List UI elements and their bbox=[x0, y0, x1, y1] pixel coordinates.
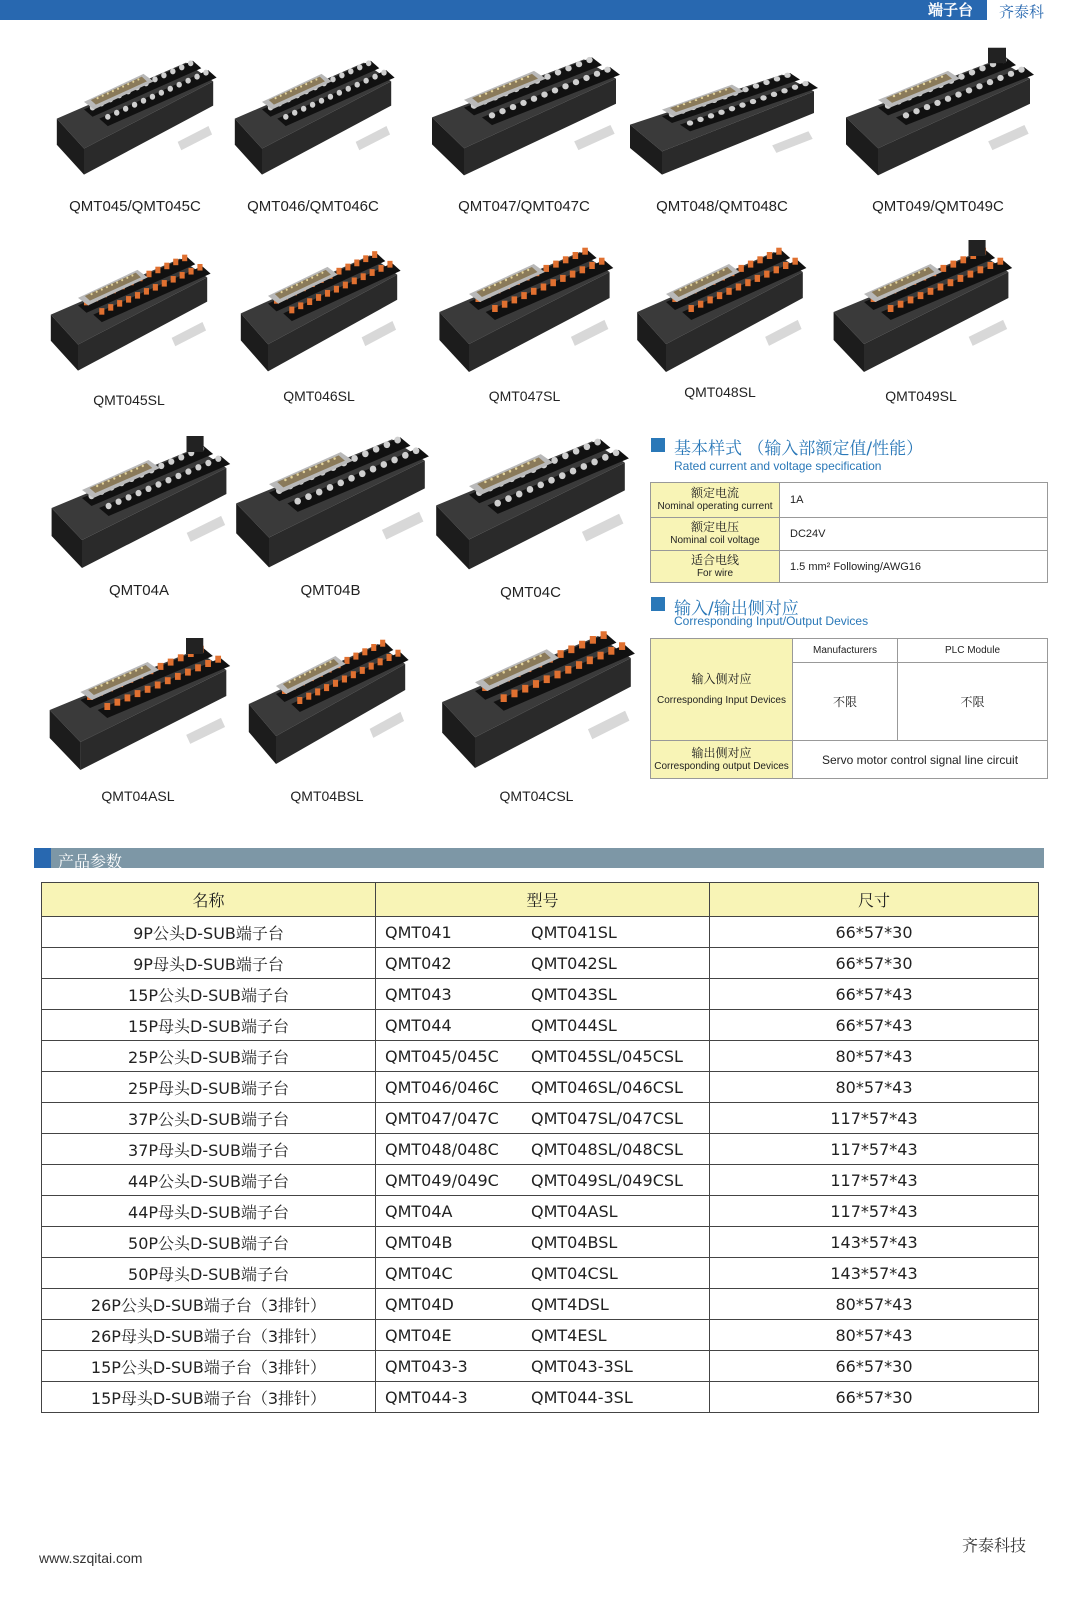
io-input-en: Corresponding Input Devices bbox=[657, 694, 786, 706]
table-row bbox=[42, 1165, 1039, 1196]
product-photo bbox=[838, 40, 1038, 189]
table-row bbox=[42, 1382, 1039, 1413]
spec-label-en: For wire bbox=[696, 567, 734, 579]
product-caption: QMT046SL bbox=[283, 388, 355, 404]
product-card bbox=[242, 624, 412, 808]
io-title: 输入/输出侧对应 bbox=[674, 599, 799, 619]
model-spring: QMT045SL/045CSL bbox=[531, 1046, 683, 1066]
params-header-size: 尺寸 bbox=[710, 883, 1039, 917]
params-header-model: 型号 bbox=[376, 883, 710, 917]
model-spring: QMT044-3SL bbox=[531, 1387, 633, 1407]
model-spring: QMT04ASL bbox=[531, 1201, 618, 1221]
website-link[interactable]: www.szqitai.com bbox=[39, 1550, 143, 1566]
product-caption: QMT04ASL bbox=[101, 788, 175, 804]
product-card bbox=[838, 40, 1038, 218]
model-spring: QMT042SL bbox=[531, 953, 617, 973]
product-card bbox=[228, 418, 433, 602]
product-size: 66*57*43 bbox=[710, 979, 1039, 1010]
product-card bbox=[424, 40, 624, 218]
table-row bbox=[42, 1351, 1039, 1382]
product-card bbox=[428, 420, 633, 604]
product-name: 15P公头D-SUB端子台 bbox=[42, 979, 376, 1010]
product-size: 117*57*43 bbox=[710, 1196, 1039, 1227]
product-size: 143*57*43 bbox=[710, 1227, 1039, 1258]
params-header-row bbox=[42, 883, 1039, 917]
product-card bbox=[44, 240, 214, 412]
spec-label-cn: 适合电线 bbox=[690, 552, 739, 567]
model-spring: QMT047SL/047CSL bbox=[531, 1108, 683, 1128]
product-caption: QMT04CSL bbox=[499, 788, 574, 804]
product-caption: QMT04A bbox=[108, 582, 169, 599]
product-photo bbox=[42, 630, 234, 784]
io-table bbox=[650, 638, 1048, 779]
model-standard: QMT044 bbox=[385, 1015, 452, 1035]
spec-label-cn: 额定电压 bbox=[690, 520, 739, 534]
product-name: 44P母头D-SUB端子台 bbox=[42, 1196, 376, 1227]
model-standard: QMT042 bbox=[385, 953, 452, 973]
spec-table bbox=[650, 482, 1048, 583]
product-name: 37P公头D-SUB端子台 bbox=[42, 1103, 376, 1134]
product-card bbox=[228, 44, 398, 218]
io-output-value: Servo motor control signal line circuit bbox=[793, 741, 1048, 779]
params-title: 产品参数 bbox=[58, 852, 123, 871]
spec-row bbox=[651, 518, 1048, 551]
spec-label-cn: 额定电流 bbox=[690, 486, 739, 500]
product-size: 117*57*43 bbox=[710, 1103, 1039, 1134]
product-name: 26P母头D-SUB端子台（3排针） bbox=[42, 1320, 376, 1351]
spec-row bbox=[651, 551, 1048, 583]
model-spring: QMT4DSL bbox=[531, 1294, 609, 1314]
product-photo bbox=[434, 614, 639, 783]
product-card bbox=[434, 614, 639, 808]
product-name: 15P母头D-SUB端子台 bbox=[42, 1010, 376, 1041]
io-output-en: Corresponding output Devices bbox=[654, 760, 789, 772]
product-caption: QMT045SL bbox=[93, 392, 165, 408]
product-photo bbox=[228, 44, 398, 188]
product-size: 66*57*30 bbox=[710, 1382, 1039, 1413]
model-standard: QMT048/048C bbox=[385, 1139, 499, 1159]
model-standard: QMT04E bbox=[385, 1325, 452, 1345]
model-spring: QMT043-3SL bbox=[531, 1356, 633, 1376]
product-name: 37P母头D-SUB端子台 bbox=[42, 1134, 376, 1165]
product-size: 80*57*43 bbox=[710, 1320, 1039, 1351]
spec-title: 基本样式 （输入部额定值/性能） bbox=[674, 439, 924, 459]
product-caption: QMT048/QMT048C bbox=[656, 198, 788, 215]
brand-box bbox=[987, 0, 1069, 22]
product-photo bbox=[228, 418, 433, 582]
spec-value: 1A bbox=[780, 483, 1048, 518]
table-row bbox=[42, 917, 1039, 948]
model-standard: QMT045/045C bbox=[385, 1046, 499, 1066]
spec-label-en: Nominal operating current bbox=[657, 501, 773, 512]
product-size: 117*57*43 bbox=[710, 1134, 1039, 1165]
product-card bbox=[630, 232, 810, 404]
product-name: 15P公头D-SUB端子台（3排针） bbox=[42, 1351, 376, 1382]
product-caption: QMT046/QMT046C bbox=[247, 198, 379, 215]
product-size: 117*57*43 bbox=[710, 1165, 1039, 1196]
table-row bbox=[42, 948, 1039, 979]
product-size: 80*57*43 bbox=[710, 1072, 1039, 1103]
model-spring: QMT041SL bbox=[531, 922, 617, 942]
product-name: 15P母头D-SUB端子台（3排针） bbox=[42, 1382, 376, 1413]
spec-subtitle: Rated current and voltage specification bbox=[674, 459, 882, 473]
product-photo bbox=[44, 428, 234, 582]
product-card bbox=[826, 232, 1016, 408]
model-standard: QMT04D bbox=[385, 1294, 454, 1314]
product-card bbox=[234, 236, 404, 408]
product-photo bbox=[622, 58, 822, 187]
category-label: 端子台 bbox=[928, 1, 974, 19]
table-row bbox=[42, 1103, 1039, 1134]
params-header-name: 名称 bbox=[42, 883, 376, 917]
product-size: 66*57*30 bbox=[710, 917, 1039, 948]
product-name: 44P公头D-SUB端子台 bbox=[42, 1165, 376, 1196]
table-row bbox=[42, 1227, 1039, 1258]
io-input-cn: 输入侧对应 bbox=[691, 671, 752, 686]
params-section-bar bbox=[34, 848, 1044, 871]
model-standard: QMT043 bbox=[385, 984, 452, 1004]
product-name: 50P母头D-SUB端子台 bbox=[42, 1258, 376, 1289]
product-size: 80*57*43 bbox=[710, 1041, 1039, 1072]
product-name: 9P公头D-SUB端子台 bbox=[42, 917, 376, 948]
product-size: 66*57*30 bbox=[710, 948, 1039, 979]
model-standard: QMT049/049C bbox=[385, 1170, 499, 1190]
product-name: 26P公头D-SUB端子台（3排针） bbox=[42, 1289, 376, 1320]
model-standard: QMT04A bbox=[385, 1201, 453, 1221]
params-table bbox=[41, 882, 1039, 1413]
product-size: 66*57*30 bbox=[710, 1351, 1039, 1382]
product-card bbox=[42, 630, 234, 808]
io-output-cn: 输出侧对应 bbox=[691, 745, 752, 760]
product-caption: QMT045/QMT045C bbox=[69, 198, 201, 215]
product-photo bbox=[432, 232, 617, 386]
product-card bbox=[432, 232, 617, 408]
spec-row bbox=[651, 483, 1048, 518]
product-photo bbox=[242, 624, 412, 778]
model-standard: QMT04B bbox=[385, 1232, 453, 1252]
io-input-plc: 不限 bbox=[898, 663, 1048, 741]
product-name: 50P公头D-SUB端子台 bbox=[42, 1227, 376, 1258]
table-row bbox=[42, 1289, 1039, 1320]
io-input-manufacturers: 不限 bbox=[793, 663, 898, 741]
product-card bbox=[50, 44, 220, 218]
model-standard: QMT043-3 bbox=[385, 1356, 468, 1376]
model-standard: QMT044-3 bbox=[385, 1387, 468, 1407]
product-photo bbox=[424, 40, 624, 189]
io-col-plc: PLC Module bbox=[898, 639, 1048, 663]
product-caption: QMT048SL bbox=[684, 384, 756, 400]
product-photo bbox=[234, 236, 404, 385]
product-size: 143*57*43 bbox=[710, 1258, 1039, 1289]
product-name: 25P母头D-SUB端子台 bbox=[42, 1072, 376, 1103]
product-card bbox=[622, 58, 822, 218]
model-spring: QMT043SL bbox=[531, 984, 617, 1004]
model-spring: QMT04BSL bbox=[531, 1232, 618, 1252]
model-standard: QMT041 bbox=[385, 922, 452, 942]
table-row bbox=[42, 1041, 1039, 1072]
product-photo bbox=[826, 232, 1016, 386]
io-subtitle: Corresponding Input/Output Devices bbox=[674, 614, 869, 628]
table-row bbox=[42, 1134, 1039, 1165]
model-spring: QMT046SL/046CSL bbox=[531, 1077, 683, 1097]
table-row bbox=[42, 1196, 1039, 1227]
table-row bbox=[42, 979, 1039, 1010]
table-row bbox=[42, 1010, 1039, 1041]
model-spring: QMT4ESL bbox=[531, 1325, 607, 1345]
model-standard: QMT046/046C bbox=[385, 1077, 499, 1097]
model-spring: QMT048SL/048CSL bbox=[531, 1139, 683, 1159]
product-size: 80*57*43 bbox=[710, 1289, 1039, 1320]
product-caption: QMT04BSL bbox=[290, 788, 364, 804]
product-photo bbox=[428, 420, 633, 584]
table-row bbox=[42, 1258, 1039, 1289]
spec-label-en: Nominal coil voltage bbox=[670, 535, 760, 546]
params-body bbox=[42, 917, 1039, 1413]
product-caption: QMT049SL bbox=[885, 388, 957, 404]
spec-value: 1.5 mm² Following/AWG16 bbox=[780, 551, 1048, 583]
spec-value: DC24V bbox=[780, 518, 1048, 551]
model-standard: QMT047/047C bbox=[385, 1108, 499, 1128]
model-standard: QMT04C bbox=[385, 1263, 453, 1283]
section-marker-icon bbox=[651, 597, 665, 611]
product-photo bbox=[630, 232, 810, 386]
model-spring: QMT04CSL bbox=[531, 1263, 618, 1283]
table-row bbox=[42, 1072, 1039, 1103]
product-name: 9P母头D-SUB端子台 bbox=[42, 948, 376, 979]
product-caption: QMT04C bbox=[500, 584, 561, 601]
product-name: 25P公头D-SUB端子台 bbox=[42, 1041, 376, 1072]
section-marker-icon bbox=[651, 438, 665, 452]
product-caption: QMT049/QMT049C bbox=[872, 198, 1004, 215]
product-caption: QMT047SL bbox=[488, 388, 561, 404]
product-photo bbox=[44, 240, 214, 384]
product-size: 66*57*43 bbox=[710, 1010, 1039, 1041]
brand-label: 齐泰科 bbox=[999, 3, 1045, 21]
table-row bbox=[42, 1320, 1039, 1351]
model-spring: QMT049SL/049CSL bbox=[531, 1170, 683, 1190]
header-bar bbox=[0, 0, 1069, 20]
model-spring: QMT044SL bbox=[531, 1015, 617, 1035]
company-name: 齐泰科技 bbox=[962, 1536, 1027, 1555]
product-photo bbox=[50, 44, 220, 188]
product-caption: QMT04B bbox=[300, 582, 361, 599]
product-caption: QMT047/QMT047C bbox=[458, 198, 590, 215]
product-card bbox=[44, 428, 234, 602]
io-col-manufacturers: Manufacturers bbox=[793, 639, 898, 663]
